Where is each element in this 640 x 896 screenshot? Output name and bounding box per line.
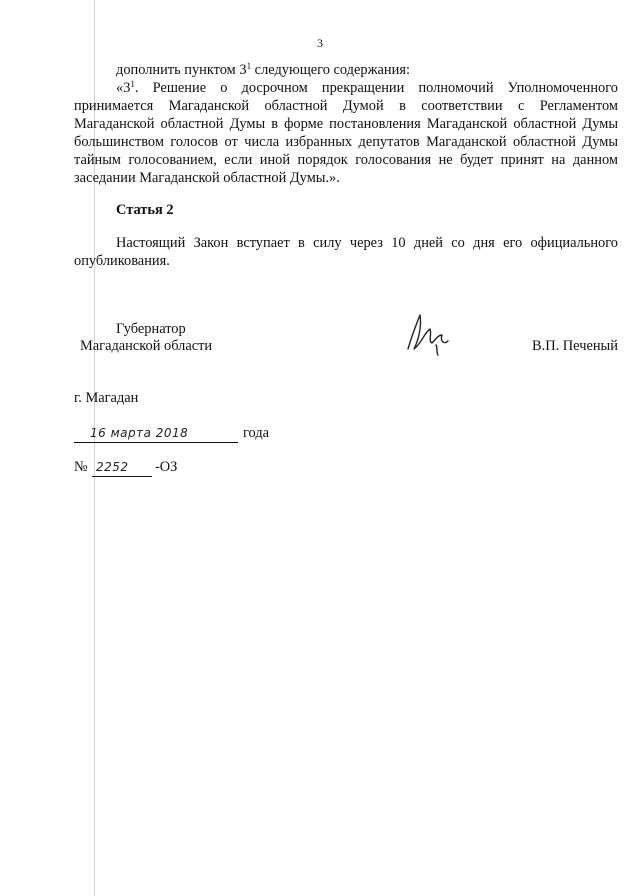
amendment-intro xyxy=(74,61,618,79)
city: г. Магадан xyxy=(74,390,139,406)
amendment-intro-text: дополнить пунктом 3 xyxy=(116,62,247,78)
date-suffix: года xyxy=(243,425,270,441)
number-handwritten: 2252 xyxy=(96,460,129,474)
amendment-quote xyxy=(74,79,618,187)
governor-signature xyxy=(402,305,454,357)
governor-region: Магаданской области xyxy=(80,338,213,354)
page-number: 3 xyxy=(317,36,323,50)
governor-name: В.П. Печеный xyxy=(532,338,618,354)
amendment-intro-superscript: 1 xyxy=(246,61,252,71)
quote-superscript: 1 xyxy=(130,79,135,89)
quote-text: . Решение о досрочном прекращении полномочий Уполномоченного принимается Магаданской областной Думой в соответствии с Регламентом Магаданской областной Думы в форме постановления Магаданской областной Думы большинством голосов от числа избранных депутатов Магаданской областной Думы тайным голосованием, если иной порядок голосования не будет принят на данном заседании Магаданской областной Думы.». xyxy=(74,80,618,186)
article-2-text: Настоящий Закон вступает в силу через 10 дней со дня его официального опубликования. xyxy=(74,235,618,269)
date-handwritten: 16 марта 2018 xyxy=(90,426,189,440)
quote-open: «3 xyxy=(116,80,131,96)
article-2-heading: Статья 2 xyxy=(116,202,174,218)
governor-title: Губернатор xyxy=(116,321,186,337)
number-prefix: № xyxy=(74,459,88,475)
amendment-intro-tail: следующего содержания: xyxy=(251,62,410,78)
number-suffix: -ОЗ xyxy=(155,459,178,475)
